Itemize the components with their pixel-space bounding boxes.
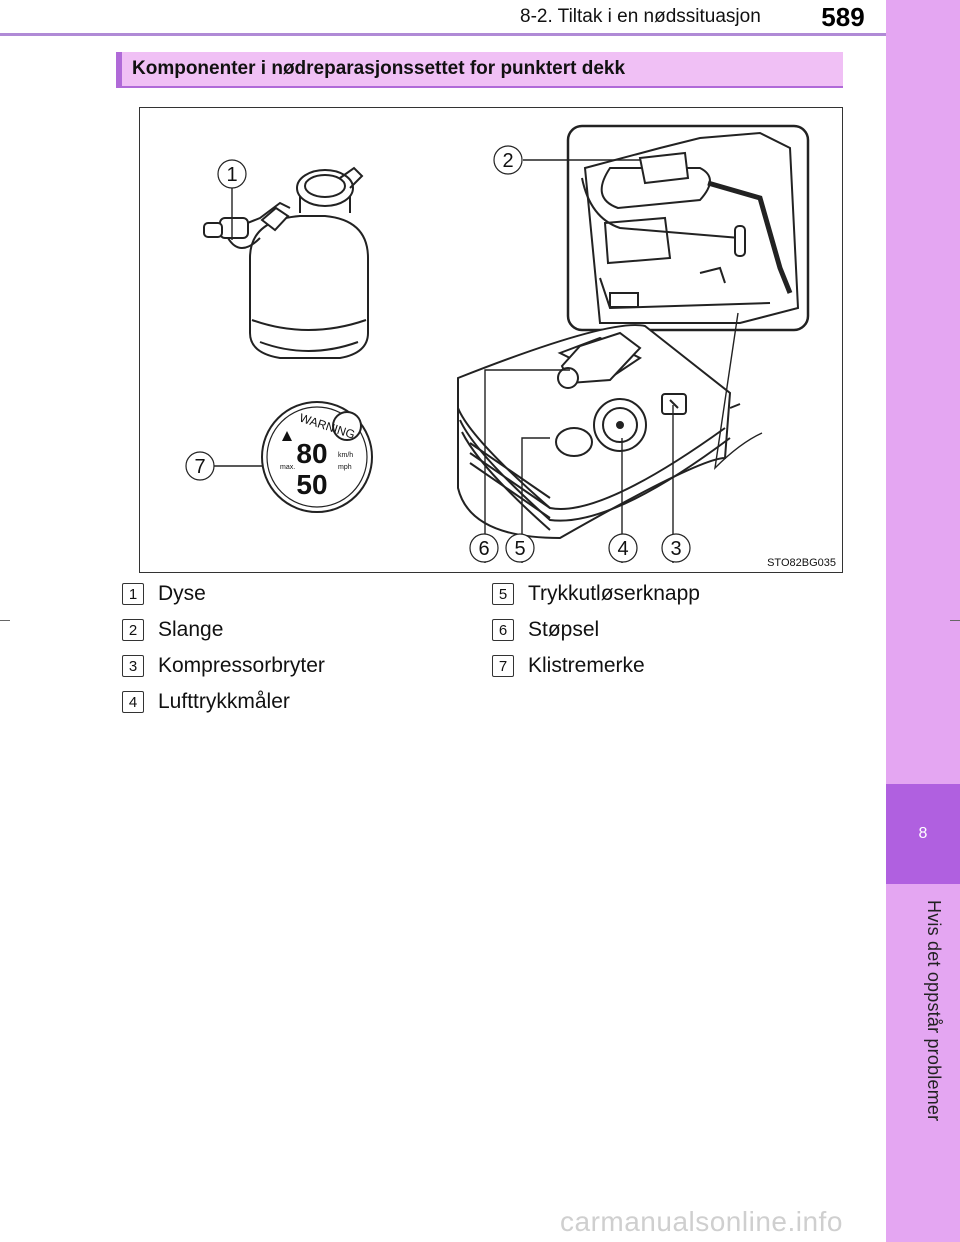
watermark: carmanualsonline.info	[560, 1206, 843, 1237]
legend-item-5	[492, 582, 700, 606]
legend-number: 6	[492, 619, 514, 641]
legend-label: Klistremerke	[528, 654, 645, 677]
legend-label: Trykkutløserknapp	[528, 582, 700, 605]
callout-2	[494, 146, 522, 174]
legend-number: 1	[122, 583, 144, 605]
illustration-drawing	[140, 108, 844, 574]
compressor-inset-drawing	[568, 126, 808, 330]
legend-number: 3	[122, 655, 144, 677]
chapter-number-block	[886, 784, 960, 884]
svg-text:2: 2	[502, 150, 514, 172]
legend-number: 2	[122, 619, 144, 641]
chapter-side-tab	[886, 0, 960, 1242]
compressor-body-drawing	[458, 325, 740, 538]
svg-text:4: 4	[617, 538, 629, 560]
chapter-label: Hvis det oppstår problemer	[924, 900, 944, 1122]
legend-number: 7	[492, 655, 514, 677]
sticker-speed-mph: 50	[296, 469, 328, 500]
callout-5	[506, 534, 534, 562]
sticker-unit-kmh: km/h	[338, 452, 354, 459]
svg-text:1: 1	[226, 164, 238, 186]
page-number: 589	[821, 1, 865, 32]
legend-label: Støpsel	[528, 618, 600, 641]
header-section-title: 8-2. Tiltak i en nødssituasjon	[520, 6, 761, 27]
callout-6	[470, 534, 498, 562]
legend-label: Slange	[158, 618, 224, 641]
section-title-underline	[116, 86, 843, 88]
legend-number: 5	[492, 583, 514, 605]
sticker-max-label: max.	[280, 464, 296, 471]
callout-7	[186, 452, 214, 480]
callout-3	[662, 534, 690, 562]
svg-text:3: 3	[670, 538, 682, 560]
svg-text:6: 6	[478, 538, 490, 560]
section-title-bar	[116, 52, 843, 86]
crop-mark-right	[950, 620, 960, 621]
figure-code: STO82BG035	[767, 557, 836, 569]
legend-item-7	[492, 654, 645, 678]
sticker-speed-kmh: 80	[296, 438, 328, 469]
svg-text:7: 7	[194, 456, 206, 478]
sealant-bottle-drawing	[204, 168, 368, 358]
legend-label: Dyse	[158, 582, 206, 605]
callout-4	[609, 534, 637, 562]
legend-item-6	[492, 618, 599, 642]
legend-number: 4	[122, 691, 144, 713]
crop-mark-left	[0, 620, 10, 621]
legend-item-1	[122, 582, 206, 606]
page-number-box	[800, 0, 886, 34]
legend-item-3	[122, 654, 325, 678]
legend-label: Lufttrykkmåler	[158, 690, 290, 713]
legend-item-4	[122, 690, 290, 714]
legend-label: Kompressorbryter	[158, 654, 325, 677]
svg-text:5: 5	[514, 538, 526, 560]
header-rule	[0, 33, 886, 36]
sticker-warning-text: WARNING	[297, 410, 357, 442]
chapter-number: 8	[918, 825, 928, 842]
section-title: Komponenter i nødreparasjonssettet for punktert dekk	[132, 58, 626, 79]
repair-kit-illustration	[139, 107, 843, 573]
callout-1	[218, 160, 246, 188]
sticker-unit-mph: mph	[338, 464, 352, 471]
legend-item-2	[122, 618, 223, 642]
